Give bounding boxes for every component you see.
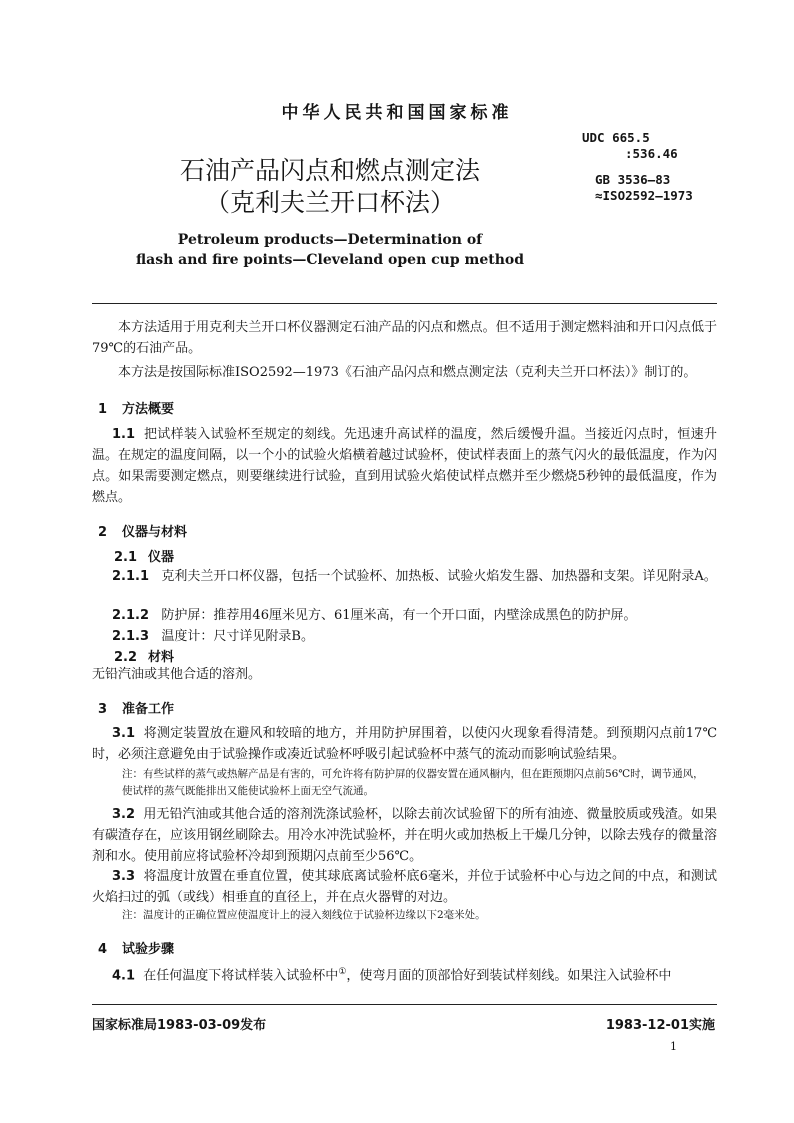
section-title: 仪器与材料 <box>122 525 188 540</box>
note-3-3 <box>122 907 714 924</box>
english-title-line-1: Petroleum products—Determination of <box>177 232 483 248</box>
clause-text: 用无铅汽油或其他合适的溶剂洗涤试验杯，以除去前次试验留下的所有油迹、微量胶质或残渣。如果有碳渣存在，应该用钢丝刷除去。用冷水冲洗试验杯，并在明火或加热板上干燥几分钟，以除去残存的微量溶剂和水。使用前应将试验杯冷却到预期闪点前至少56℃。 <box>92 807 717 864</box>
clause-number: 1.1 <box>112 427 136 442</box>
clause-number: 4.1 <box>112 968 136 984</box>
clause-text: 防护屏：推荐用46厘米见方、61厘米高，有一个开口面，内壁涂成黑色的防护屏。 <box>161 608 637 623</box>
materials-text: 无铅汽油或其他合适的溶剂。 <box>92 667 262 682</box>
section-title: 准备工作 <box>122 702 175 717</box>
clause-number: 3.1 <box>112 726 136 741</box>
gb-standard-number: GB 3536—83 <box>595 172 671 187</box>
clause-text: 将测定装置放在避风和较暗的地方，并用防护屏围着，以使闪火现象看得清楚。到预期闪点前17℃时，必须注意避免由于试验操作或凑近试验杯呼吸引起试验杯中蒸气的流动而影响试验结果。 <box>92 726 717 762</box>
clause-number: 2.1.3 <box>112 629 150 644</box>
note-3-1 <box>122 766 714 800</box>
standard-category-title: 中华人民共和国国家标准 <box>281 103 513 123</box>
clause-text: 把试样装入试验杯至规定的刻线。先迅速升高试样的温度，然后缓慢升温。当接近闪点时，恒速升温。在规定的温度间隔，以一个小的试验火焰横着越过试验杯，使试样表面上的蒸气闪火的最低温度，作为闪点。如果需要测定燃点，则要继续进行试验，直到用试验火焰使试样点燃并至少燃烧5秒钟的最低温度，作为燃点。 <box>92 427 717 505</box>
document-title: 石油产品闪点和燃点测定法 <box>180 156 481 185</box>
udc-number: UDC 665.5 <box>582 130 650 145</box>
footnote-marker: ① <box>338 967 347 977</box>
section-number: 4 <box>98 942 108 957</box>
footer-divider <box>92 1004 717 1005</box>
udc-number-continued: :536.46 <box>625 146 678 161</box>
note-text: 有些试样的蒸气或热解产品是有害的，可允许将有防护屏的仪器安置在通风橱内，但在距预期闪点前56℃时，调节通风，使试样的蒸气既能排出又能使试验杯上面无空气流通。 <box>122 768 704 797</box>
subsection-2-1-heading <box>114 546 174 565</box>
header-divider <box>92 303 717 304</box>
clause-2-1-1 <box>92 566 717 587</box>
clause-number: 2.1.1 <box>112 569 150 584</box>
note-label: 注： <box>122 909 143 921</box>
english-title-line-2: flash and fire points—Cleveland open cup method <box>136 252 524 268</box>
section-number: 3 <box>98 702 108 717</box>
intro-paragraph-basis <box>92 362 717 383</box>
clause-text: 将温度计放置在垂直位置，使其球底离试验杯底6毫米，并位于试验杯中心与边之间的中点，和测试火焰扫过的弧（或线）相垂直的直径上，并在点火器臂的对边。 <box>92 869 718 905</box>
clause-number: 3.2 <box>112 807 136 822</box>
clause-text: 在任何温度下将试样装入试验杯中 <box>143 968 339 984</box>
issue-date: 国家标准局1983-03-09发布 <box>92 1018 267 1033</box>
clause-text: 温度计：尺寸详见附录B。 <box>161 629 314 644</box>
note-text: 温度计的正确位置应使温度计上的浸入刻线位于试验杯边缘以下2毫米处。 <box>143 909 486 921</box>
section-3-heading <box>98 698 174 717</box>
section-4-heading <box>98 938 174 957</box>
subsection-number: 2.2 <box>114 650 138 665</box>
section-number: 1 <box>98 402 108 417</box>
clause-2-1-2 <box>92 605 717 626</box>
clause-2-1-3 <box>92 626 717 647</box>
intro-basis-text: 本方法是按国际标准ISO2592—1973《石油产品闪点和燃点测定法（克利夫兰开口杯法）》制订的。 <box>118 365 697 380</box>
section-title: 方法概要 <box>122 402 175 417</box>
clause-text: 克利夫兰开口杯仪器，包括一个试验杯、加热板、试验火焰发生器、加热器和支架。详见附录A。 <box>161 569 717 584</box>
note-label: 注： <box>122 768 143 780</box>
clause-3-2 <box>92 804 717 867</box>
intro-paragraph-scope <box>92 317 717 359</box>
subsection-title: 仪器 <box>148 550 175 565</box>
subsection-title: 材料 <box>148 650 175 665</box>
subsection-2-2-heading <box>114 646 174 665</box>
clause-1-1 <box>92 424 717 508</box>
section-number: 2 <box>98 525 108 540</box>
clause-4-1 <box>92 962 717 986</box>
clause-number: 3.3 <box>112 869 136 884</box>
clause-text-continued: ，使弯月面的顶部恰好到装试样刻线。如果注入试验杯中 <box>346 968 672 984</box>
subsection-number: 2.1 <box>114 550 138 565</box>
clause-3-1 <box>92 723 717 765</box>
intro-scope-text: 本方法适用于用克利夫兰开口杯仪器测定石油产品的闪点和燃点。但不适用于测定燃料油和开口闪点低于79℃的石油产品。 <box>92 320 717 356</box>
document-subtitle: （克利夫兰开口杯法） <box>204 188 455 217</box>
clause-number: 2.1.2 <box>112 608 150 623</box>
section-2-heading <box>98 521 187 540</box>
section-1-heading <box>98 398 174 417</box>
clause-3-3 <box>92 866 717 908</box>
iso-equivalent: ≈ISO2592—1973 <box>595 188 693 203</box>
effective-date: 1983-12-01实施 <box>605 1018 715 1033</box>
page-number: 1 <box>670 1040 677 1053</box>
section-title: 试验步骤 <box>122 942 175 957</box>
